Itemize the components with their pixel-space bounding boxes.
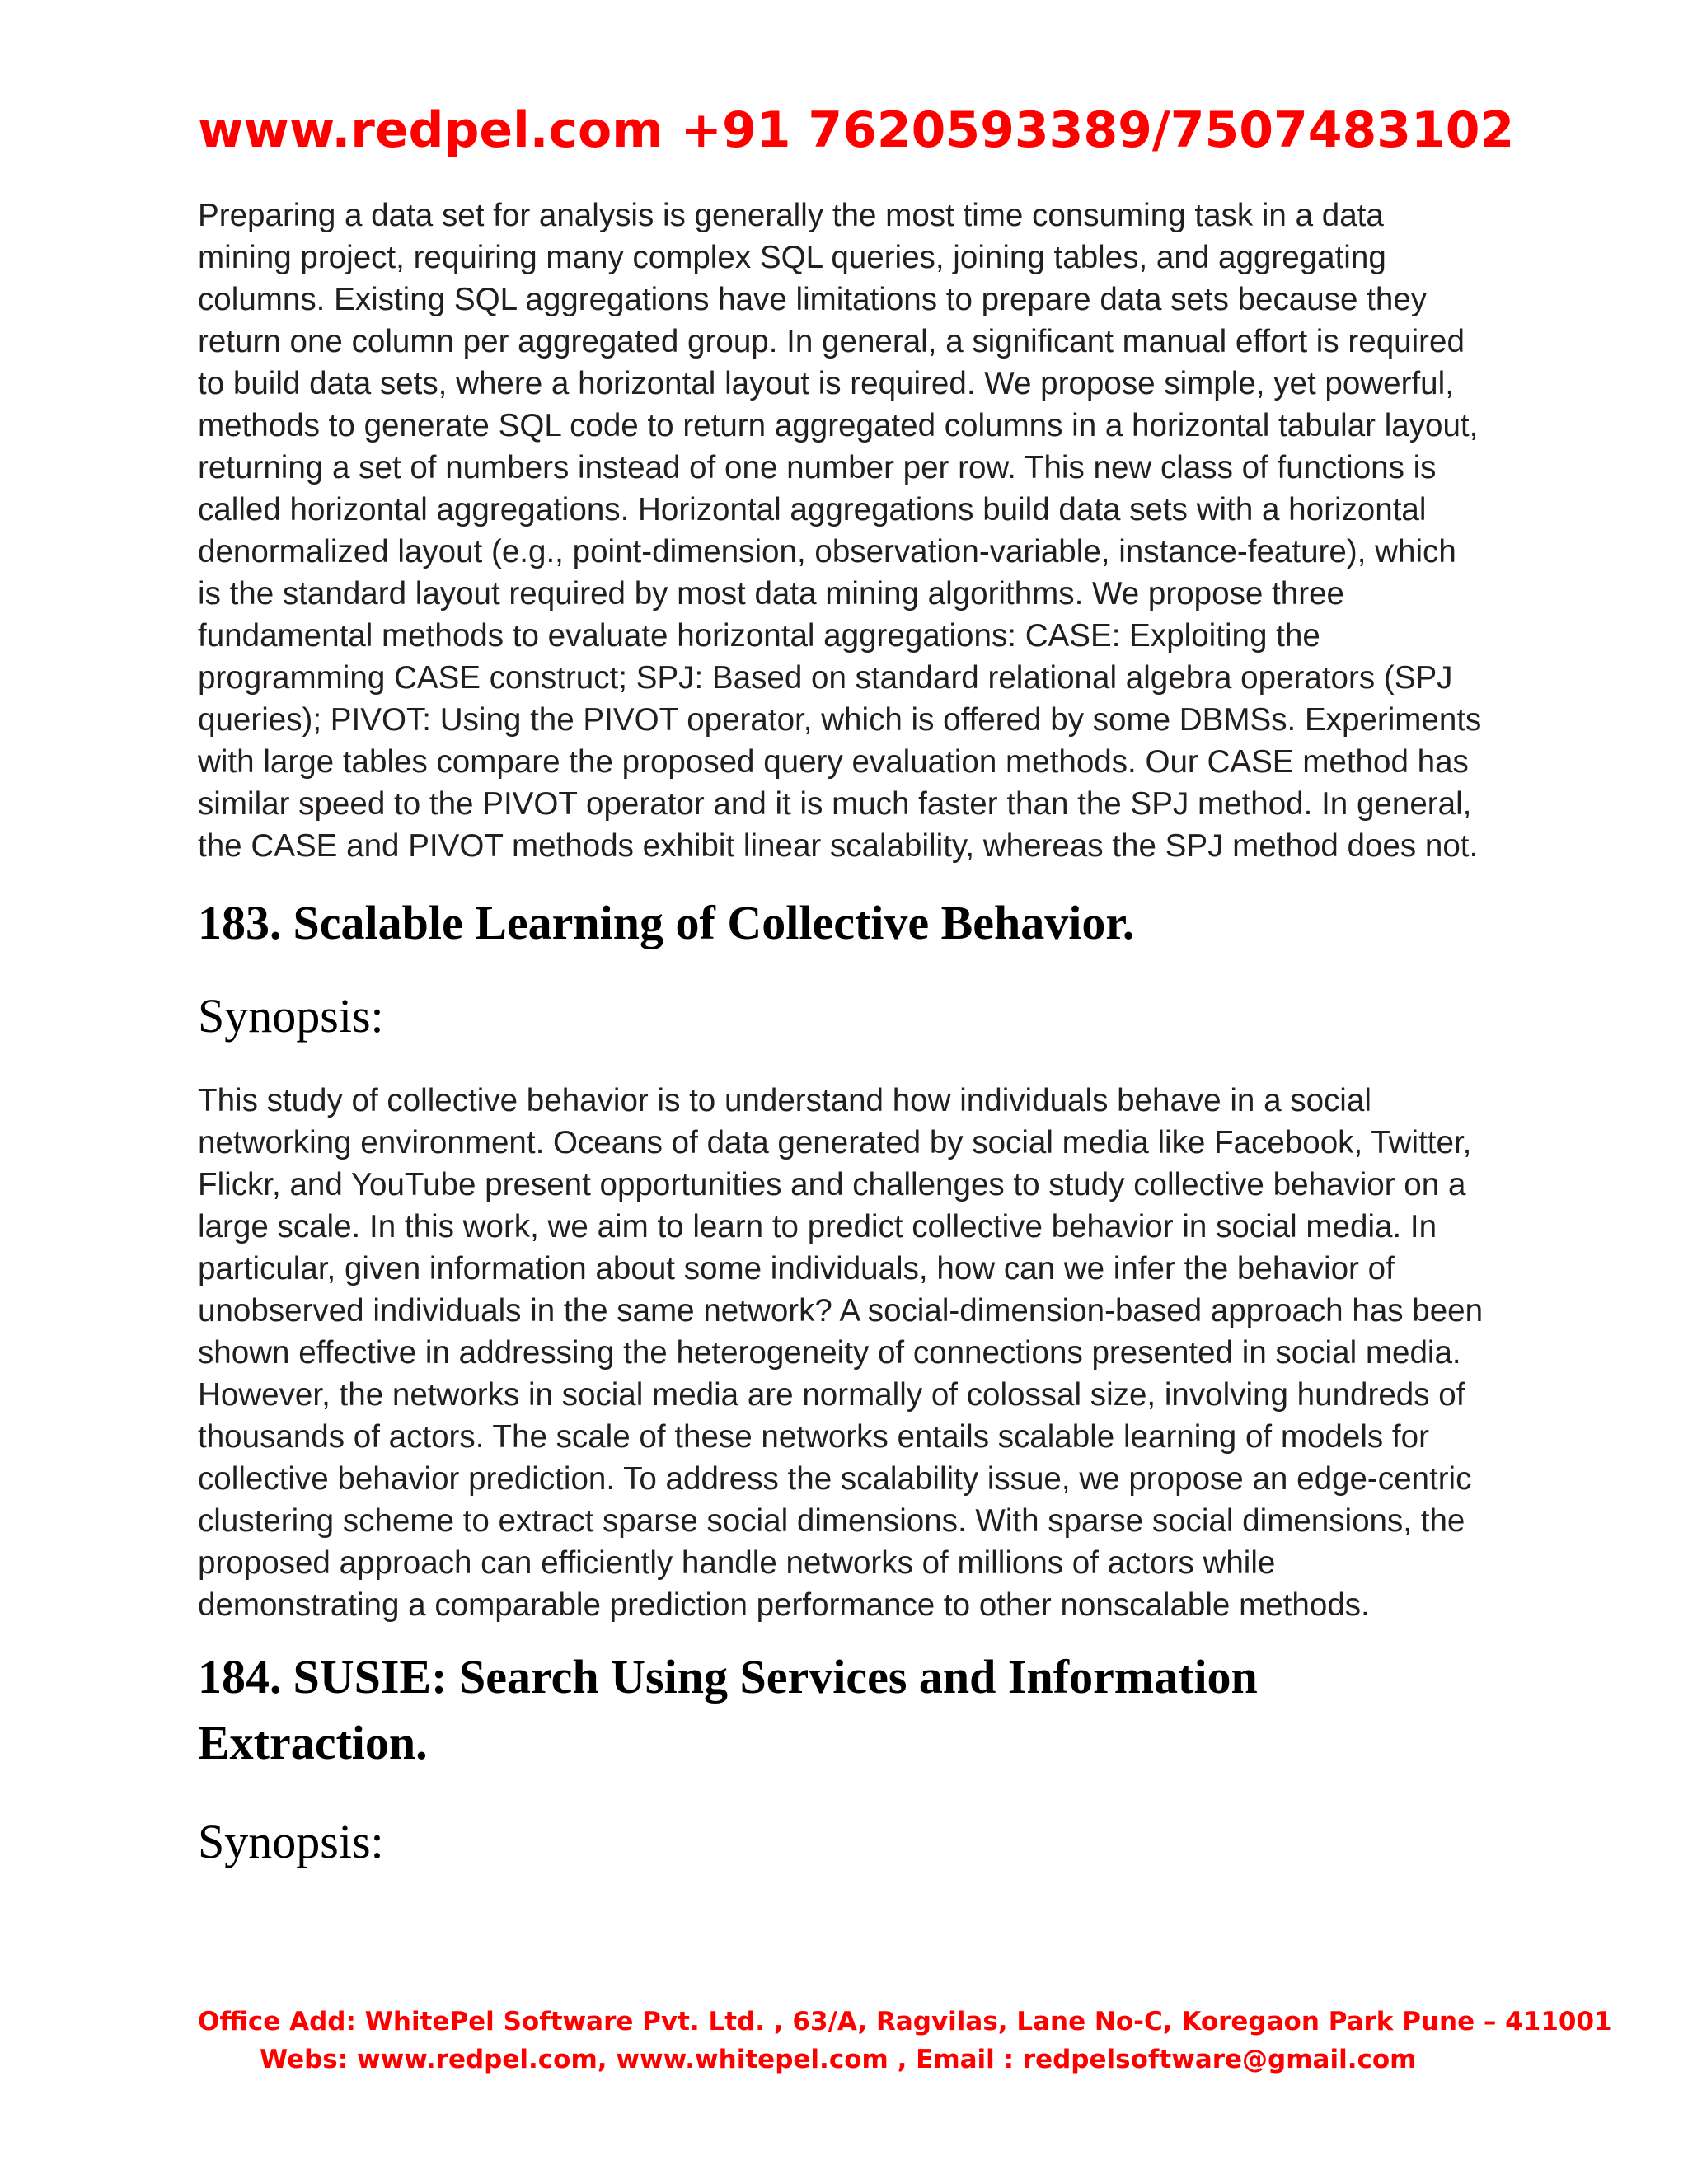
section-heading-183 [198,890,1484,956]
paragraph-collective-behavior: This study of collective behavior is to understand how individuals behave in a social networking environment. Oceans of data generated by social media like Facebook, Twitter, Flickr, and YouTube present opportunities and challenges to study collective behavior on a large scale. In this work, we aim to learn to predict collective behavior in social media. In particular, given information about some individuals, how can we infer the behavior of unobserved individuals in the same network? A social-dimension-based approach has been shown effective in addressing the heterogeneity of connections presented in social media. However, the networks in social media are normally of colossal size, involving hundreds of thousands of actors. The scale of these networks entails scalable learning of models for collective behavior prediction. To address the scalability issue, we propose an edge-centric clustering scheme to extract sparse social dimensions. With sparse social dimensions, the proposed approach can efficiently handle networks of millions of actors while demonstrating a comparable prediction performance to other nonscalable methods. [198,1083,1484,1623]
synopsis-label-184: Synopsis: [198,1815,384,1868]
section-title-183: Scalable Learning of Collective Behavior. [293,896,1135,949]
section-heading-184 [198,1644,1484,1776]
footer-web-email: Webs: www.redpel.com, www.whitepel.com , Email : redpelsoftware@gmail.com [260,2045,1417,2074]
section-number-183: 183. [198,896,282,949]
footer-office-address: Office Add: WhitePel Software Pvt. Ltd. , 63/A, Ragvilas, Lane No-C, Koregaon Park Pune – 411001 [198,2007,1612,2036]
paragraph-horizontal-aggregations: Preparing a data set for analysis is generally the most time consuming task in a data mining project, requiring many complex SQL queries, joining tables, and aggregating columns. Existing SQL aggregations have limitations to prepare data sets because they return one column per aggregated group. In general, a significant manual effort is required to build data sets, where a horizontal layout is required. We propose simple, yet powerful, methods to generate SQL code to return aggregated columns in a horizontal tabular layout, returning a set of numbers instead of one number per row. This new class of functions is called horizontal aggregations. Horizontal aggregations build data sets with a horizontal denormalized layout (e.g., point-dimension, observation-variable, instance-feature), which is the standard layout required by most data mining algorithms. We propose three fundamental methods to evaluate horizontal aggregations: CASE: Exploiting the programming CASE construct; SPJ: Based on standard relational algebra operators (SPJ queries); PIVOT: Using the PIVOT operator, which is offered by some DBMSs. Experiments with large tables compare the proposed query evaluation methods. Our CASE method has similar speed to the PIVOT operator and it is much faster than the SPJ method. In general, the CASE and PIVOT methods exhibit linear scalability, whereas the SPJ method does not. [198,198,1482,864]
section-title-184: SUSIE: Search Using Services and Information Extraction. [198,1650,1258,1769]
section-number-184: 184. [198,1650,282,1704]
header-contact-line: www.redpel.com +91 7620593389/7507483102 [198,101,1515,159]
synopsis-label-183: Synopsis: [198,989,384,1043]
